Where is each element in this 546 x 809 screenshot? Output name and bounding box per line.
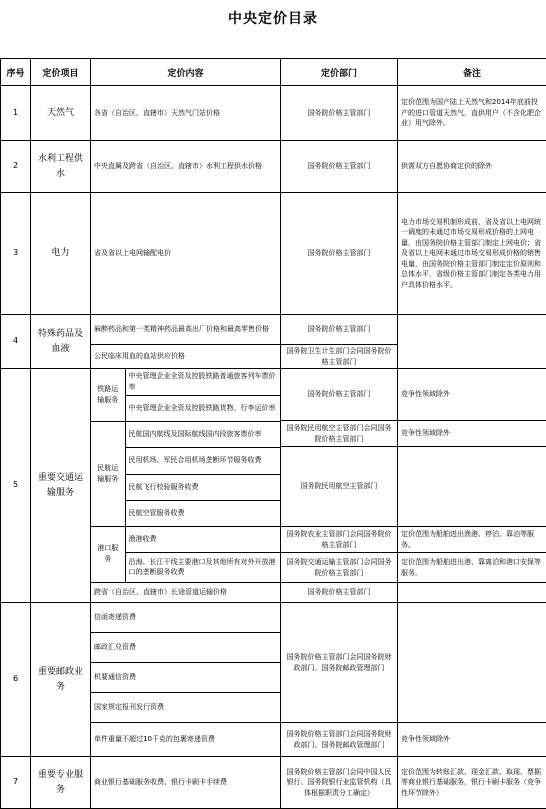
- sub-content: 中央管理企业全资及控股铁路普通旅客列车票价率: [125, 369, 280, 395]
- pricing-dept: 国务院农业主管部门会同国务院价格主管部门: [281, 527, 398, 553]
- row-number: 4: [1, 315, 31, 369]
- pricing-note: 定价范围为国产陆上天然气和2014年底前投产的进口管道天然气，直供用户（不含化肥企业）用气除外。: [398, 86, 546, 141]
- row-number: 2: [1, 141, 31, 193]
- sub-item-rail: 铁路运输服务: [91, 369, 125, 421]
- pricing-note: 定价范围为船舶进出港、靠离泊和港口安保等服务。: [398, 553, 546, 583]
- pricing-content: 单件重量不超过10千克的包裹寄递资费: [91, 723, 281, 757]
- header-content: 定价内容: [91, 59, 281, 86]
- pricing-note: [398, 603, 546, 723]
- transport-subtable: [91, 369, 280, 602]
- row-number: 3: [1, 193, 31, 315]
- table-row: [1, 315, 546, 345]
- pricing-note: 竞争性领域除外: [398, 369, 546, 421]
- pricing-note: 定价范围为船舶进出渔港、停泊、靠泊等服务。: [398, 527, 546, 553]
- pricing-content: 商业银行基础服务收费、银行卡刷卡手续费: [91, 757, 281, 809]
- table-row: [1, 86, 546, 141]
- table-row: [1, 193, 546, 315]
- pricing-content: 省及省以上电网输配电价: [91, 193, 281, 315]
- sub-item-port: 港口服务: [91, 526, 125, 582]
- pricing-item: 天然气: [31, 86, 91, 141]
- pricing-content: 国家规定报刊发行资费: [91, 693, 281, 723]
- sub-content: 民用机场、军民合用机场垄断环节服务收费: [125, 447, 280, 474]
- pricing-dept: 国务院民用航空主管部门会同国务院价格主管部门: [281, 421, 398, 447]
- pricing-content: 中央直属及跨省（自治区、直辖市）水利工程供水价格: [91, 141, 281, 193]
- sub-content: 跨省（自治区、直辖市）长途管道运输价格: [91, 582, 280, 602]
- row-number: 1: [1, 86, 31, 141]
- pricing-dept: 国务院价格主管部门会同国务院财政部门、国务院邮政管理部门: [281, 723, 398, 757]
- pricing-note: [398, 447, 546, 527]
- table-row: [1, 369, 546, 395]
- pricing-content: 公民临床用血的血站供应价格: [91, 345, 281, 369]
- page-title: 中央定价目录: [0, 8, 546, 28]
- pricing-dept: 国务院卫生计生部门会同国务院价格主管部门: [281, 345, 398, 369]
- sub-content: 民航空管服务收费: [125, 500, 280, 526]
- pricing-content: 麻醉药品和第一类精神药品最高出厂价格和最高零售价格: [91, 315, 281, 345]
- pricing-dept: 国务院价格主管部门: [281, 583, 398, 603]
- pricing-content: 各省（自治区、直辖市）天然气门站价格: [91, 86, 281, 141]
- header-note: 备注: [398, 59, 546, 86]
- pricing-note: [398, 583, 546, 603]
- pricing-note: 竞争性领域除外: [398, 723, 546, 757]
- pricing-content: 机要通信资费: [91, 663, 281, 693]
- pricing-content: 邮政汇兑资费: [91, 633, 281, 663]
- pricing-dept: 国务院民用航空主管部门: [281, 447, 398, 527]
- pricing-dept: 国务院价格主管部门: [281, 369, 398, 421]
- table-row: [1, 141, 546, 193]
- header-dept: 定价部门: [281, 59, 398, 86]
- pricing-note: [398, 315, 546, 369]
- transport-content-cell: [91, 369, 281, 603]
- pricing-note: 电力市场交易机制形成前，省及省以上电网统一调度的未通过市场交易形成价格的上网电量，由国务院价格主管部门制定上网电价；省及省以上电网未通过市场交易形成价格的销售电量，由国务院价格主管部门制定定价原则和总体水平，省级价格主管部门制定各类电力用户具体价格水平。: [398, 193, 546, 315]
- pricing-dept: 国务院价格主管部门会同国务院财政部门、国务院邮政管理部门: [281, 603, 398, 723]
- pricing-item: 水利工程供水: [31, 141, 91, 193]
- row-number: 5: [1, 369, 31, 603]
- row-number: 6: [1, 603, 31, 757]
- pricing-item: 重要专业服务: [31, 757, 91, 809]
- pricing-item: 重要交通运输服务: [31, 369, 91, 603]
- table-row: [1, 603, 546, 633]
- pricing-dept: 国务院价格主管部门: [281, 315, 398, 345]
- pricing-content: 信函寄递资费: [91, 603, 281, 633]
- pricing-note: 定价范围为转账汇款、现金汇款、取现、票据等商业银行基础服务，银行卡刷卡服务（竞争性环节除外）: [398, 757, 546, 809]
- header-row: [1, 59, 546, 86]
- pricing-item: 特殊药品及血液: [31, 315, 91, 369]
- pricing-dept: 国务院价格主管部门会同中国人民银行、国务院银行业监管机构（具体根据职责分工确定）: [281, 757, 398, 809]
- pricing-note: 竞争性领域除外: [398, 421, 546, 447]
- sub-content: 沿海、长江干线主要港口及其他所有对外开放港口的垄断服务收费: [125, 552, 280, 582]
- pricing-note: 供需双方自愿协商定价的除外: [398, 141, 546, 193]
- sub-content: 中央管理企业全资及控股铁路货物、行李运价率: [125, 395, 280, 421]
- pricing-item: 重要邮政业务: [31, 603, 91, 757]
- sub-content: 民航国内航线及国际航线国内段旅客票价率: [125, 421, 280, 447]
- row-number: 7: [1, 757, 31, 809]
- price-catalog-table: [0, 58, 546, 809]
- pricing-dept: 国务院价格主管部门: [281, 141, 398, 193]
- header-no: 序号: [1, 59, 31, 86]
- sub-content: 民航飞行校验服务收费: [125, 474, 280, 500]
- table-row: [1, 757, 546, 809]
- pricing-item: 电力: [31, 193, 91, 315]
- sub-content: 渔港收费: [125, 526, 280, 552]
- pricing-dept: 国务院价格主管部门: [281, 193, 398, 315]
- pricing-dept: 国务院价格主管部门: [281, 86, 398, 141]
- header-item: 定价项目: [31, 59, 91, 86]
- pricing-dept: 国务院交通运输主管部门会同国务院价格主管部门: [281, 553, 398, 583]
- sub-item-air: 民航运输服务: [91, 421, 125, 526]
